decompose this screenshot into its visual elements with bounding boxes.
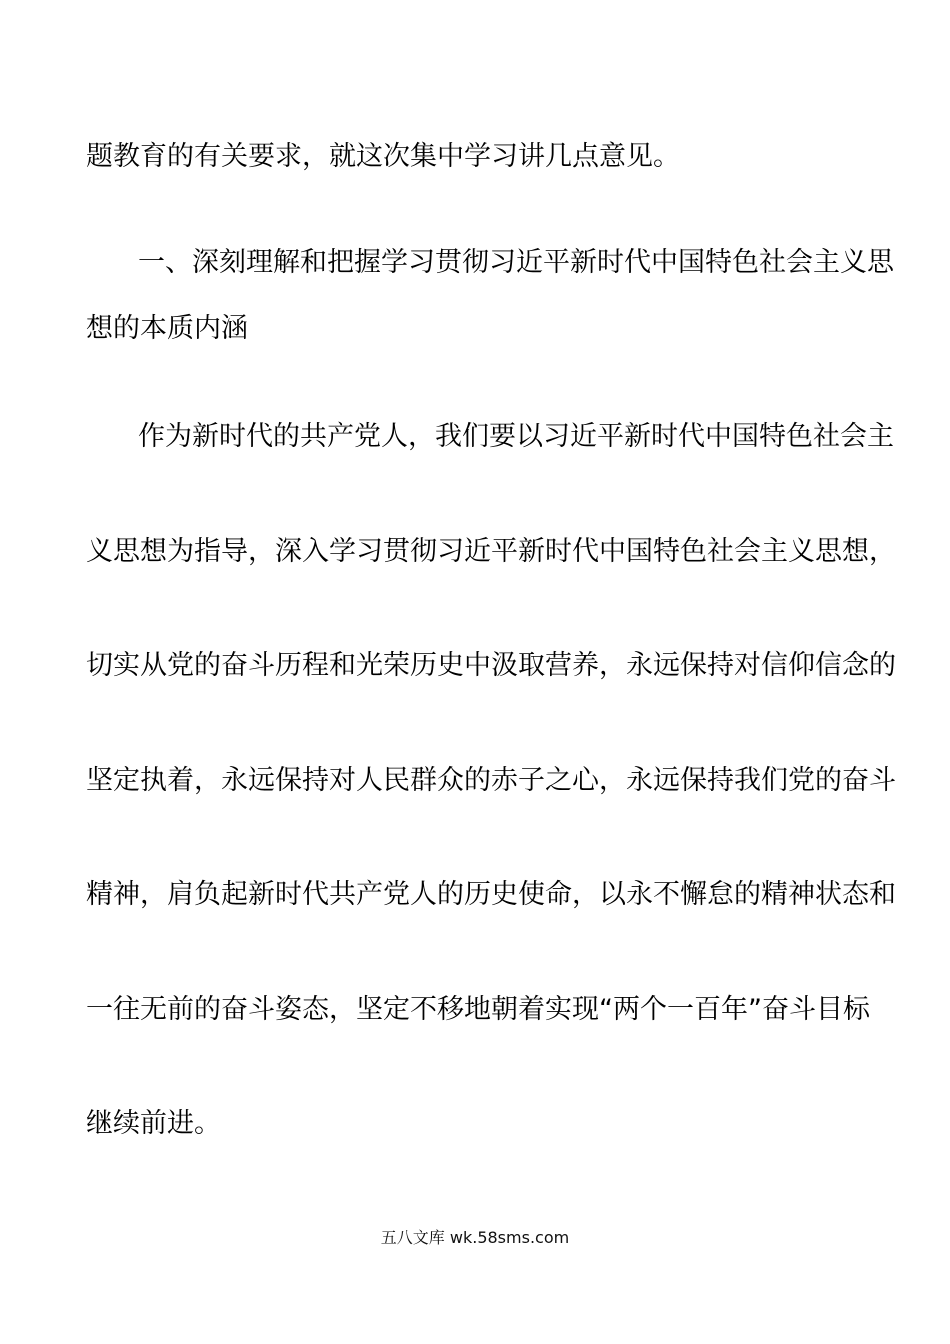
body-paragraph-line-5: 精神，肩负起新时代共产党人的历史使命，以永不懈怠的精神状态和 [86,879,896,910]
section-heading-line-2: 想的本质内涵 [86,313,248,344]
footer-watermark-text: 五八文库 wk.58sms.com [380,1228,570,1247]
body-paragraph-line-2: 义思想为指导，深入学习贯彻习近平新时代中国特色社会主义思想， [86,536,896,567]
paragraph-line-continuation: 题教育的有关要求，就这次集中学习讲几点意见。 [86,141,680,172]
body-paragraph-line-4: 坚定执着，永远保持对人民群众的赤子之心，永远保持我们党的奋斗 [86,765,896,796]
body-paragraph-line-6: 一往无前的奋斗姿态，坚定不移地朝着实现“两个一百年”奋斗目标 [86,994,870,1025]
section-heading-line-1: 一、深刻理解和把握学习贯彻习近平新时代中国特色社会主义思 [138,247,894,278]
body-paragraph-line-3: 切实从党的奋斗历程和光荣历史中汲取营养，永远保持对信仰信念的 [86,650,896,681]
body-paragraph-line-7: 继续前进。 [86,1108,221,1139]
body-paragraph-line-1: 作为新时代的共产党人，我们要以习近平新时代中国特色社会主 [138,421,894,452]
